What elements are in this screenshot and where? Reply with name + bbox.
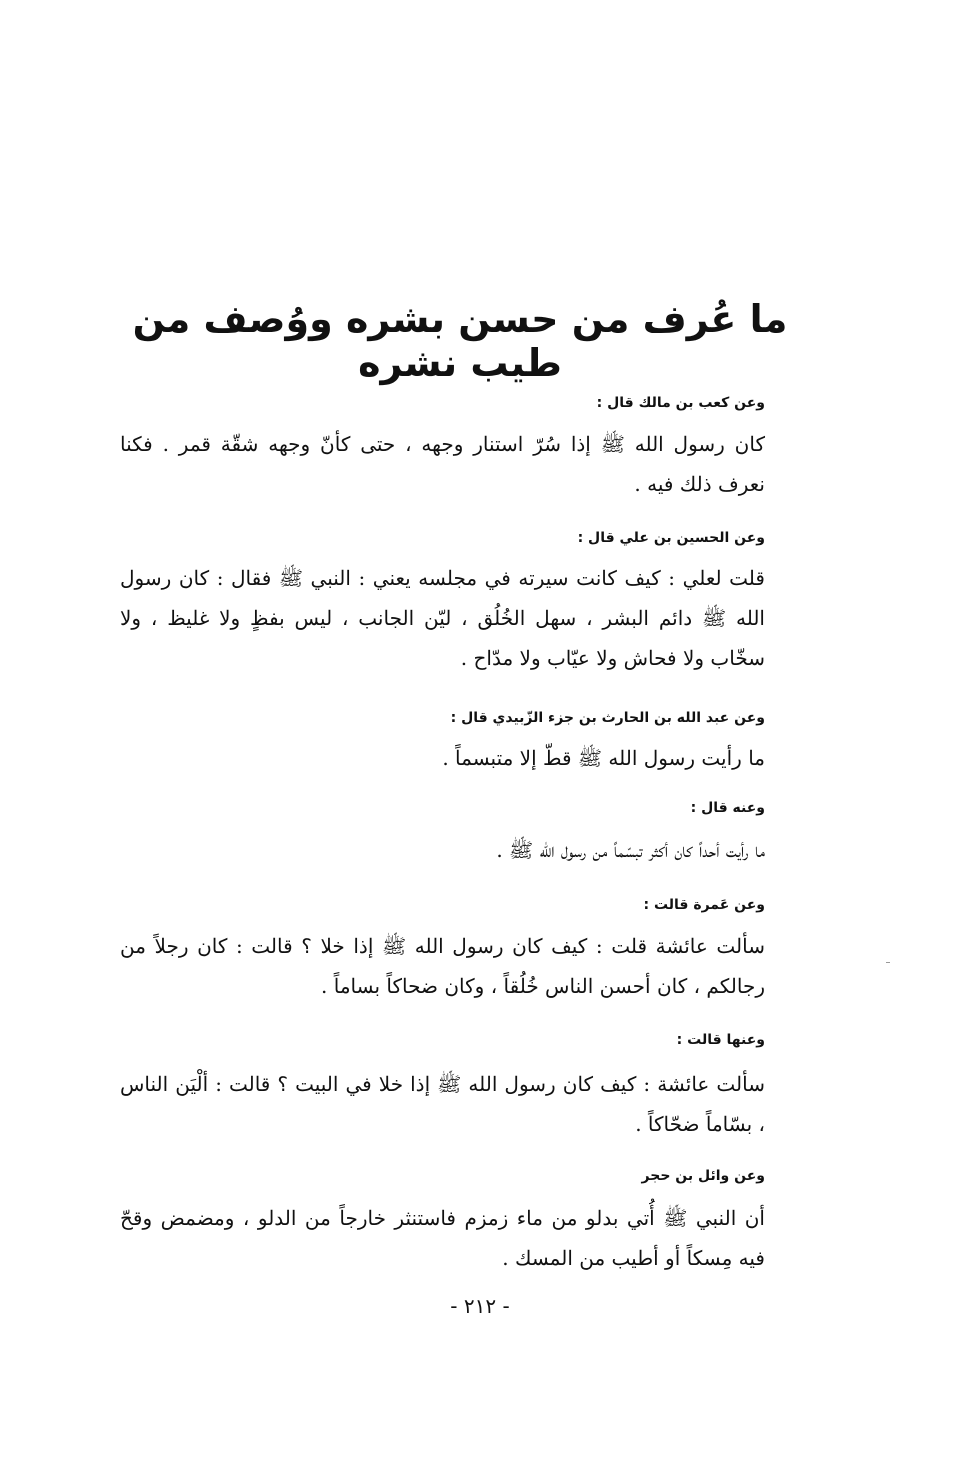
chapter-title: ما عُرف من حسن بشره ووُصف من طيب نشره [132, 297, 788, 386]
section-heading: وعنه قال : [690, 800, 765, 816]
section-paragraph: ما رأيت رسول الله ﷺ قطّ إلا متبسماً . [442, 746, 765, 770]
section-paragraph: كان رسول الله ﷺ إذا سُرّ استنار وجهه ، حتى كأنّ وجهه شقّة قمر . فكنا نعرف ذلك فيه . [120, 432, 765, 496]
page-number: - ٢١٢ - [450, 1294, 510, 1318]
section-heading: وعن كعب بن مالك قال : [596, 395, 765, 411]
section-heading: وعن عَمرة قالت : [643, 897, 765, 913]
section-paragraph: سألت عائشة : كيف كان رسول الله ﷺ إذا خلا في البيت ؟ قالت : ألْيَن الناس ، بسّاماً ضحّاكاً . [120, 1072, 765, 1136]
section-paragraph: ما رأيت أحداً كان أكثر تبسّماً من رسول الله ﷺ . [496, 838, 765, 862]
section-paragraph: سألت عائشة قلت : كيف كان رسول الله ﷺ إذا خلا ؟ قالت : كان رجلاً من رجالكم ، كان أحسن الناس خُلُقاً ، وكان ضحاكاً بساماً . [120, 934, 765, 998]
section-heading: وعن عبد الله بن الحارث بن جزء الزّبيدي قال : [450, 710, 765, 726]
section-paragraph: قلت لعلي : كيف كانت سيرته في مجلسه يعني : النبي ﷺ فقال : كان رسول الله ﷺ دائم البشر ، سهل الخُلُق ، ليّن الجانب ، ليس بفظٍ ولا غليظ ، ولا سخّاب ولا فحاش ولا عيّاب ولا مدّاح . [120, 566, 765, 670]
section-heading: وعن وائل بن حجر [641, 1168, 765, 1184]
section-paragraph: أن النبي ﷺ أُتي بدلو من ماء زمزم فاستنثر خارجاً من الدلو ، ومضمض وقحّ فيه مِسكاً أو أطيب من المسك . [120, 1206, 765, 1270]
section-heading: وعن الحسين بن علي قال : [577, 530, 765, 546]
scan-mark [886, 962, 890, 963]
section-heading: وعنها قالت : [676, 1032, 765, 1048]
